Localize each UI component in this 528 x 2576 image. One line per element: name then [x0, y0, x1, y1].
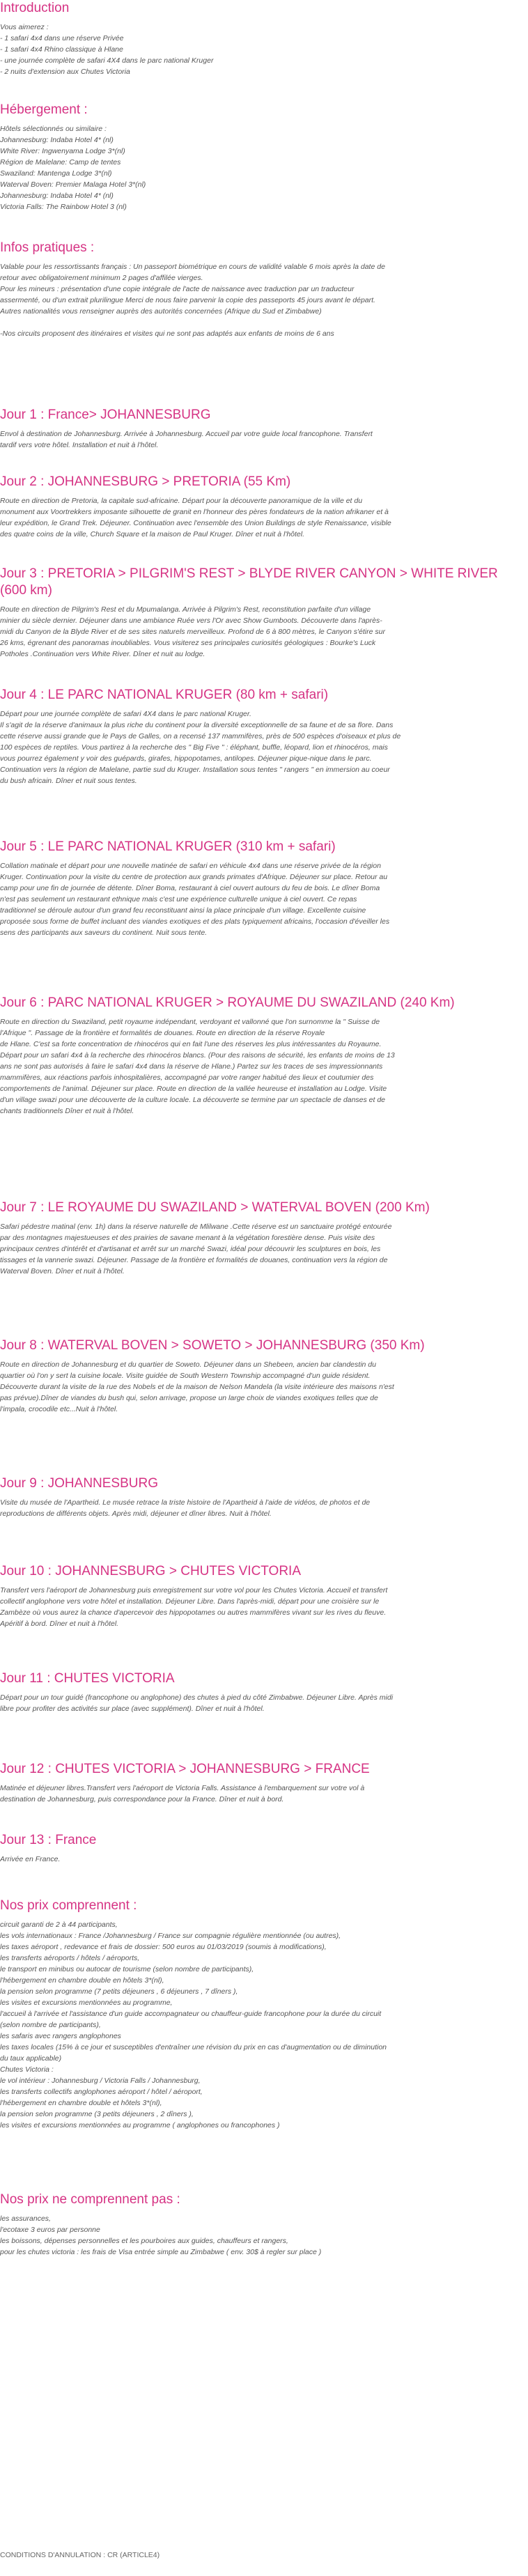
section-title: Jour 11 : CHUTES VICTORIA — [0, 1671, 175, 1686]
text-line: minier du siècle dernier. Déjeuner dans une ambiance Ruée vers l'Or avec Show Gumboots. Découverte dans l'après- — [0, 616, 382, 625]
text-line: monument aux Voortrekkers imposante silhouette de granit en l'honneur des pères fondateurs de la nation afrikaner et à — [0, 508, 389, 516]
section — [0, 1475, 522, 1519]
text-line: les transferts aéroports / hôtels / aéroports, — [0, 1954, 140, 1962]
section-title: Jour 1 : France> JOHANNESBURG — [0, 408, 211, 422]
text-line: Victoria Falls: The Rainbow Hotel 3 (nl) — [0, 203, 127, 211]
text-line: assermenté, ou d'un extrait plurilingue Merci de nous faire parvenir la copie des passeports 45 jours avant le départ. — [0, 296, 375, 304]
text-line: Départ pour un tour guidé (francophone ou anglophone) des chutes à pied du côté Zimbabwe. Déjeuner Libre. Après midi — [0, 1693, 394, 1702]
section-body — [0, 1783, 522, 1805]
text-line: reproductions de différents objets. Après midi, déjeuner et dîner libres. Nuit à l'hôtel. — [0, 1510, 272, 1518]
blank-line — [0, 317, 522, 328]
text-line: Collation matinale et départ pour une nouvelle matinée de safari en véhicule 4x4 dans une réserve privée de la région — [0, 862, 381, 870]
section-body — [0, 428, 522, 451]
text-line: l'hébergement en chambre double et hôtels 3*(nl), — [0, 2099, 162, 2107]
text-line: les safaris avec rangers anglophones — [0, 2032, 121, 2040]
section — [0, 240, 522, 339]
text-line: Visite du musée de l'Apartheid. Le musée retrace la triste histoire de l'Apartheid à l'aide de vidéos, de photos et de — [0, 1498, 371, 1507]
section-body — [0, 1854, 522, 1865]
text-line: l'hébergement en chambre double en hôtels 3*(nl), — [0, 1976, 164, 1985]
text-line: Départ pour une journée complète de safari 4X4 dans le parc national Kruger. — [0, 710, 251, 718]
section — [0, 1832, 522, 1865]
section-title: Infos pratiques : — [0, 240, 95, 255]
text-line: Région de Malelane: Camp de tentes — [0, 158, 121, 166]
text-line: principaux centres d'intérêt et d'artisanat et arrêt sur un marché Swazi, idéal pour découvrir les sculptures en bois, les — [0, 1245, 381, 1253]
text-line: le vol intérieur : Johannesburg / Victoria Falls / Johannesburg, — [0, 2077, 201, 2085]
text-line: Johannesburg: Indaba Hotel 4* (nl) — [0, 192, 114, 200]
text-line: Waterval Boven. Dîner et nuit à l'hôtel. — [0, 1267, 125, 1275]
text-line: Waterval Boven: Premier Malaga Hotel 3*(nl) — [0, 180, 146, 189]
section — [0, 407, 522, 451]
text-line: 26 kms, égrenant des panoramas inoubliables. Vous visiterez ses principales curiosités géologiques : Bourke's Luck — [0, 639, 376, 647]
text-line: White River: Ingwenyama Lodge 3*(nl) — [0, 147, 125, 155]
text-line: tardif vers votre hôtel. Installation et nuit à l'hôtel. — [0, 441, 159, 449]
text-line: circuit garanti de 2 à 44 participants, — [0, 1921, 118, 1929]
text-line: vous pourrez également y voir des guépards, girafes, hippopotames, antilopes. Déjeuner pique-nique dans le parc. — [0, 754, 372, 763]
section-body — [0, 22, 522, 77]
text-line: - une journée complète de safari 4X4 dans le parc national Kruger — [0, 56, 214, 65]
text-line: Matinée et déjeuner libres.Transfert vers l'aéroport de Victoria Falls. Assistance à l'embarquement sur votre vol à — [0, 1784, 365, 1792]
text-line: les assurances, — [0, 2214, 51, 2223]
section-body — [0, 1221, 522, 1277]
text-line: retour avec obligatoirement minimum 2 pages d'affilée vierges. — [0, 274, 203, 282]
text-line: camp pour une fin de journée de détente. Dîner Boma, restaurant à ciel ouvert autours du feu de bois. Le dîner Boma — [0, 884, 380, 892]
section-body — [0, 1359, 522, 1415]
text-line: - 2 nuits d'extension aux Chutes Victoria — [0, 68, 130, 76]
text-line: Envol à destination de Johannesburg. Arrivée à Johannesburg. Accueil par votre guide local francophone. Transfert — [0, 430, 373, 438]
section-body — [0, 604, 522, 660]
section — [0, 566, 522, 660]
text-line: n'est pas seulement un restaurant ethnique mais c'est une expérience culturelle unique à ciel ouvert. Ce repas — [0, 895, 357, 903]
section-body — [0, 2213, 522, 2258]
text-line: Swaziland: Mantenga Lodge 3*(nl) — [0, 169, 112, 178]
text-line: du taux applicable) — [0, 2054, 62, 2063]
text-line: Transfert vers l'aéroport de Johannesburg puis enregistrement sur votre vol pour les Chutes Victoria. Accueil et transfert — [0, 1586, 388, 1595]
section — [0, 2191, 522, 2258]
text-line: proposée sous forme de buffet incluant des viandes exotiques et des plats typiquement africains, l'occasion d'éveiller les — [0, 917, 390, 926]
section — [0, 1337, 522, 1415]
text-line: Vous aimerez : — [0, 23, 49, 31]
section — [0, 1761, 522, 1805]
text-line: Route en direction du Swaziland, petit royaume indépendant, verdoyant et vallonné que l'on surnomme la " Suisse de — [0, 1018, 380, 1026]
text-line: quartier où l'on y sert la cuisine locale. Visite guidée de South Western Township accompagné d'un guide résident. — [0, 1372, 371, 1380]
text-line: Route en direction de Pilgrim's Rest et du Mpumalanga. Arrivée à Pilgrim's Rest, reconstitution parfaite d'un village — [0, 605, 371, 614]
text-line: les visites et excursions mentionnées au programme ( anglophones ou francophones ) — [0, 2121, 280, 2129]
section-title: Jour 12 : CHUTES VICTORIA > JOHANNESBURG > FRANCE — [0, 1762, 370, 1776]
text-line: Arrivée en France. — [0, 1855, 61, 1863]
text-line: comportements de l'animal. Déjeuner sur place. Route en direction de la vallée heureuse et installation au Lodge. Visite — [0, 1085, 387, 1093]
text-line: - 1 safari 4x4 dans une réserve Privée — [0, 34, 124, 42]
text-line: Découverte durant la visite de la rue des Nobels et de la maison de Nelson Mandela (la visite intérieure des maisons n'est — [0, 1383, 394, 1391]
text-line: -Nos circuits proposent des itinéraires et visites qui ne sont pas adaptés aux enfants de moins de 6 ans — [0, 329, 334, 338]
section-body — [0, 1497, 522, 1519]
section — [0, 687, 522, 786]
section-body — [0, 860, 522, 938]
section-body — [0, 261, 522, 339]
text-line: cette réserve aussi grande que le Pays de Galles, on a recensé 137 mammifères, près de 500 espèces d'oiseaux et plus de — [0, 732, 401, 740]
text-line: des quatre coins de la ville, Church Square et la maison de Paul Kruger. Dîner et nuit à l'hôtel. — [0, 530, 305, 538]
section — [0, 1200, 522, 1277]
text-line: Autres nationalités vous renseigner auprès des autorités concernées (Afrique du Sud et Zimbabwe) — [0, 307, 322, 316]
section-title: Jour 9 : JOHANNESBURG — [0, 1476, 158, 1491]
text-line: la pension selon programme (3 petits déjeuners , 2 dîners ), — [0, 2110, 194, 2118]
text-line: la pension selon programme (7 petits déjeuners , 6 déjeuners , 7 dîners ), — [0, 1987, 238, 1996]
section-title: Jour 6 : PARC NATIONAL KRUGER > ROYAUME DU SWAZILAND (240 Km) — [0, 995, 455, 1010]
text-line: Chutes Victoria : — [0, 2065, 54, 2074]
text-line: pas prévue).Dîner de viandes du bush qui, selon arrivage, propose un large choix de viandes exotiques telles que de — [0, 1394, 378, 1402]
text-line: par des montagnes majestueuses et des prairies de savane menant à la végétation forestière dense. Puis visite des — [0, 1234, 375, 1242]
text-line: Apéritif à bord. Dîner et nuit à l'hôtel. — [0, 1620, 119, 1628]
text-line: - 1 safari 4x4 Rhino classique à Hlane — [0, 45, 123, 54]
section-title: Jour 8 : WATERVAL BOVEN > SOWETO > JOHANNESBURG (350 Km) — [0, 1338, 425, 1353]
text-line: Il s'agit de la réserve d'animaux la plus riche du continent pour la diversité exceptionnelle de sa faune et de sa flore. Dans — [0, 721, 394, 729]
text-line: leur expédition, le Grand Trek. Déjeuner. Continuation avec l'ensemble des Union Buildings de style Renaissance, visible — [0, 519, 391, 527]
text-line: les transferts collectifs anglophones aéroport / hôtel / aéroport, — [0, 2088, 203, 2096]
text-line: le transport en minibus ou autocar de tourisme (selon nombre de participants), — [0, 1965, 254, 1973]
section-body — [0, 123, 522, 212]
text-line: Continuation vers la région de Malelane, partie sud du Kruger. Installation sous tentes " rangers " en immersion au coeur — [0, 766, 390, 774]
text-line: l'impala, crocodile etc...Nuit à l'hôtel. — [0, 1405, 118, 1413]
section-title: Nos prix comprennent : — [0, 1898, 137, 1913]
section — [0, 0, 522, 77]
text-line: Kruger. Continuation pour la visite du centre de protection aux grands primates d'Afrique. Déjeuner sur place. Retour au — [0, 873, 388, 881]
section-title: Nos prix ne comprennent pas : — [0, 2192, 180, 2207]
text-line: pour les chutes victoria : les frais de Visa entrée simple au Zimbabwe ( env. 30$ à regler sur place ) — [0, 2248, 322, 2256]
cancellation-conditions: CONDITIONS D'ANNULATION : CR (ARTICLE4) — [0, 2551, 160, 2559]
section-title: Jour 4 : LE PARC NATIONAL KRUGER (80 km + safari) — [0, 688, 329, 702]
text-line: ans ne sont pas autorisés à faire le safari 4x4 dans la réserve de Hlane.) Partez sur les traces de ses impressionnants — [0, 1062, 383, 1071]
section — [0, 1898, 522, 2131]
text-line: Safari pédestre matinal (env. 1h) dans la réserve naturelle de Mlilwane .Cette réserve est un sanctuaire protégé entourée — [0, 1223, 392, 1231]
section — [0, 102, 522, 212]
section-title: Jour 3 : PRETORIA > PILGRIM'S REST > BLYDE RIVER CANYON > WHITE RIVER (600 km) — [0, 566, 498, 598]
section-body — [0, 1016, 522, 1117]
text-line: Potholes .Continuation vers White River. Dîner et nuit au lodge. — [0, 650, 205, 658]
text-line: sens des participants aux saveurs du continent. Nuit sous tente. — [0, 929, 208, 937]
text-line: d'un village swazi pour une découverte de la culture locale. La découverte se termine par un spectacle de danses et de — [0, 1096, 386, 1104]
text-line: Johannesburg: Indaba Hotel 4* (nl) — [0, 136, 114, 144]
text-line: (selon nombre de participants), — [0, 2021, 101, 2029]
text-line: midi du Canyon de la Blyde River et de ses sites naturels merveilleux. Profond de 6 à 800 mètres, le Canyon s'étire sur — [0, 628, 385, 636]
section — [0, 474, 522, 540]
section-title: Jour 5 : LE PARC NATIONAL KRUGER (310 km + safari) — [0, 839, 336, 854]
section-body — [0, 1585, 522, 1629]
text-line: Zambèze où vous aurez la chance d'apercevoir des hippopotames ou autres mammifères vivant sur les rives du fleuve. — [0, 1608, 387, 1617]
text-line: du bush africain. Dîner et nuit sous tentes. — [0, 777, 137, 785]
text-line: l'Afrique ". Passage de la frontière et formalités de douanes. Route en direction de la réserve Royale — [0, 1029, 325, 1037]
text-line: mammifères, aux réactions parfois inhospitalières, accompagné par votre ranger habitué des lieux et coutumier des — [0, 1073, 374, 1082]
text-line: Valable pour les ressortissants français : Un passeport biométrique en cours de validité valable 6 mois après la date de — [0, 263, 385, 271]
text-line: chants traditionnels Dîner et nuit à l'hôtel. — [0, 1107, 134, 1115]
section-body — [0, 708, 522, 786]
text-line: l'ecotaxe 3 euros par personne — [0, 2226, 100, 2234]
text-line: Départ pour un safari 4x4 à la recherche des rhinocéros blancs. (Pour des raisons de sécurité, les enfants de moins de 13 — [0, 1051, 395, 1060]
text-line: les vols internationaux : France /Johannesburg / France sur compagnie régulière mentionnée (ou autres), — [0, 1932, 341, 1940]
text-line: Hôtels sélectionnés ou similaire : — [0, 125, 107, 133]
section-body — [0, 1692, 522, 1714]
section-body — [0, 1919, 522, 2131]
text-line: Route en direction de Johannesburg et du quartier de Soweto. Déjeuner dans un Shebeen, ancien bar clandestin du — [0, 1360, 376, 1369]
text-line: libre pour profiter des activités sur place (avec supplément). Dîner et nuit à l'hôtel. — [0, 1705, 265, 1713]
text-line: de Hlane. C'est sa forte concentration de rhinocéros qui en fait l'une des réserves les plus intéressantes du Royaume. — [0, 1040, 382, 1048]
section-title: Jour 2 : JOHANNESBURG > PRETORIA (55 Km) — [0, 474, 291, 489]
section-title: Jour 13 : France — [0, 1833, 97, 1847]
text-line: tissages et la vannerie swazi. Déjeuner. Passage de la frontière et formalités de douanes, continuation vers la région de — [0, 1256, 388, 1264]
text-line: les visites et excursions mentionnées au programme, — [0, 1999, 173, 2007]
text-line: 100 espèces de reptiles. Vous partirez à la recherche des " Big Five " : éléphant, buffle, léopard, lion et rhinocéros, mais — [0, 743, 388, 752]
section — [0, 995, 522, 1117]
section — [0, 1563, 522, 1629]
section — [0, 1670, 522, 1714]
text-line: les taxes aéroport , redevance et frais de dossier: 500 euros au 01/03/2019 (soumis à modifications), — [0, 1943, 327, 1951]
text-line: traditionnel se déroule autour d'un grand feu reconstituant ainsi la place principale d'un village. Excellente cuisine — [0, 906, 366, 915]
section-body — [0, 495, 522, 540]
text-line: collectif anglophone vers votre hôtel et installation. Déjeuner Libre. Dans l'après-midi, départ pour une croisière sur le — [0, 1597, 380, 1606]
text-line: les taxes locales (15% à ce jour et susceptibles d'entraîner une révision du prix en cas d'augmentation ou de diminution — [0, 2043, 387, 2051]
text-line: Pour les mineurs : présentation d'une copie intégrale de l'acte de naissance avec traduction par un traducteur — [0, 285, 355, 293]
section — [0, 839, 522, 938]
text-line: destination de Johannesburg, puis correspondance pour la France. Dîner et nuit à bord. — [0, 1795, 284, 1803]
text-line: les boissons, dépenses personnelles et les pourboires aux guides, chauffeurs et rangers, — [0, 2237, 288, 2245]
section-title: Hébergement : — [0, 102, 88, 117]
text-line: l'accueil à l'arrivée et l'assistance d'un guide accompagnateur ou chauffeur-guide francophone pour la durée du circuit — [0, 2010, 382, 2018]
section-title: Jour 10 : JOHANNESBURG > CHUTES VICTORIA — [0, 1564, 301, 1578]
section-title: Introduction — [0, 1, 70, 15]
section-title: Jour 7 : LE ROYAUME DU SWAZILAND > WATERVAL BOVEN (200 Km) — [0, 1200, 430, 1215]
text-line: Route en direction de Pretoria, la capitale sud-africaine. Départ pour la découverte panoramique de la ville et du — [0, 497, 363, 505]
